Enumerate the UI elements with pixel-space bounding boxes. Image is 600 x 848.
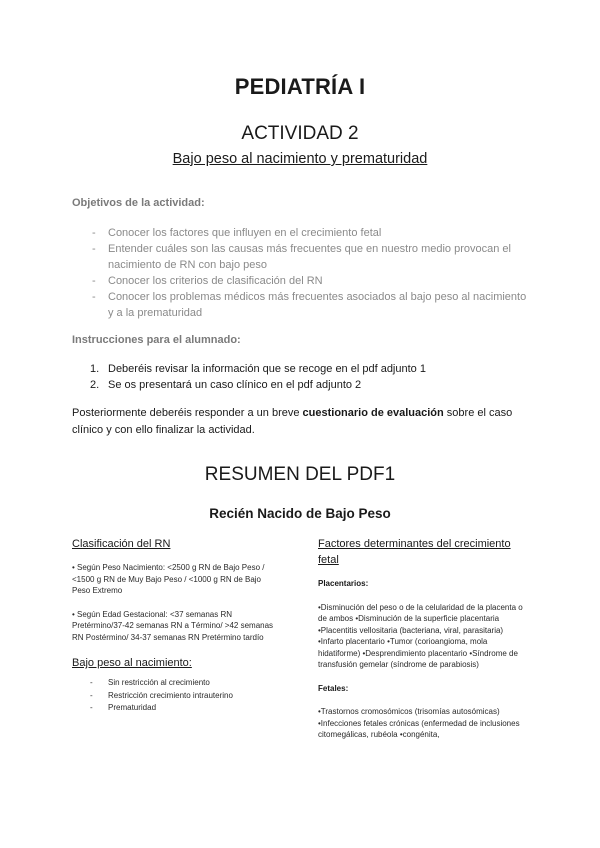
activity-title: ACTIVIDAD 2 — [241, 123, 359, 144]
fetal-label: Fetales: — [318, 683, 349, 693]
objective-item: - Conocer los problemas médicos más frecuentes asociados al bajo peso al nacimiento y a la prematuridad — [92, 289, 532, 321]
list-item: - Prematuridad — [90, 702, 277, 715]
instructions-list — [90, 361, 530, 393]
instructions-heading: Instrucciones para el alumnado: — [72, 334, 241, 346]
instruction-text: Deberéis revisar la información que se recoge en el pdf adjunto 1 — [108, 363, 426, 375]
weight-classification: • Según Peso Nacimiento: <2500 g RN de Bajo Peso / <1500 g RN de Muy Bajo Peso / <1000 g RN de Bajo Peso Extremo — [72, 563, 265, 595]
instruction-item — [90, 361, 530, 377]
fetal-factors: •Trastornos cromosómicos (trisomías autosómicas) •Infecciones fetales crónicas (enfermedad de inclusiones citomegálicas, rubéola •congénita, — [318, 707, 520, 739]
course-title: PEDIATRÍA I — [234, 74, 366, 99]
low-birth-weight-heading: Bajo peso al nacimiento: — [72, 657, 192, 669]
placental-label: Placentarios: — [318, 579, 369, 588]
low-birth-weight-list — [90, 677, 277, 715]
summary-title: RESUMEN DEL PDF1 — [204, 464, 396, 485]
classification-heading: Clasificación del RN — [72, 538, 171, 550]
closing-paragraph — [72, 405, 532, 438]
objectives-heading: Objetivos de la actividad: — [72, 197, 205, 209]
closing-text-before: Posteriormente deberéis responder a un breve — [72, 407, 303, 419]
instruction-number: 2. — [90, 379, 100, 391]
objectives-list — [92, 225, 532, 321]
left-column — [72, 536, 277, 715]
right-column — [318, 536, 530, 741]
evaluation-questionnaire-emphasis: cuestionario de evaluación — [302, 407, 444, 419]
list-item: - Sin restricción al crecimiento — [90, 677, 277, 690]
summary-subtitle: Recién Nacido de Bajo Peso — [209, 506, 391, 521]
objective-item: - Entender cuáles son las causas más frecuentes que en nuestro medio provocan el nacimiento de RN con bajo peso — [92, 241, 532, 273]
placental-factors: •Disminución del peso o de la celularidad de la placenta o de ambos •Disminución de la superficie placentaria •Placentitis vellositaria (bacteriana, viral, parasitaria) •Infarto placentario •Tumor (corioangioma, mola hidatiforme) •Desprendimiento placentario •Síndrome de transfusión gemelar (síndrome de parabiosis) — [318, 602, 523, 669]
instruction-item — [90, 377, 530, 393]
instruction-number: 1. — [90, 363, 100, 375]
growth-factors-heading: Factores determinantes del crecimiento fetal — [318, 538, 511, 566]
activity-subtitle: Bajo peso al nacimiento y prematuridad — [172, 151, 428, 167]
list-item: - Restricción crecimiento intrauterino — [90, 690, 277, 703]
gestational-classification: • Según Edad Gestacional: <37 semanas RN Pretérmino/37-42 semanas RN a Término/ >42 semanas RN Postérmino/ 34-37 semanas RN Pretérmino tardío — [72, 609, 274, 642]
objective-item: - Conocer los factores que influyen en el crecimiento fetal — [92, 225, 532, 241]
closing-text-after: sobre el caso clínico y con ello finalizar la actividad. — [72, 407, 513, 436]
instruction-text: Se os presentará un caso clínico en el pdf adjunto 2 — [108, 379, 362, 391]
objective-item: - Conocer los criterios de clasificación del RN — [92, 273, 532, 289]
